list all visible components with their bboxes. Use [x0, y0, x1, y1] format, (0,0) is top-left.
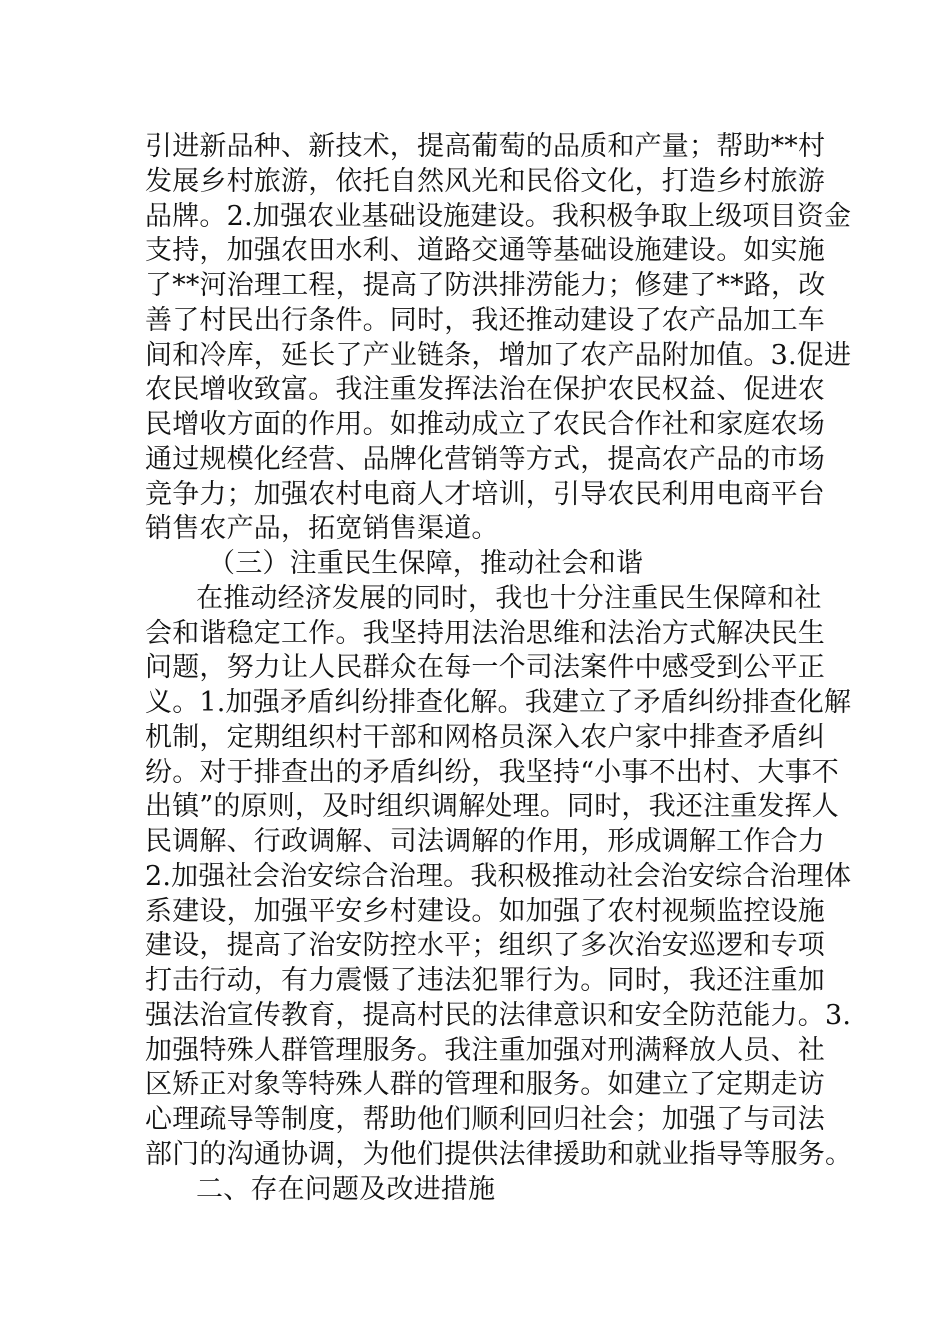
text-line: 加强特殊人群管理服务。我注重加强对刑满释放人员、社	[145, 1035, 825, 1066]
text-line: 引进新品种、新技术，提高葡萄的品质和产量；帮助**村	[145, 131, 826, 162]
text-line: 民调解、行政调解、司法调解的作用，形成调解工作合力	[145, 826, 825, 857]
text-line: 区矫正对象等特殊人群的管理和服务。如建立了定期走访	[145, 1069, 825, 1100]
text-line: 品牌。2.加强农业基础设施建设。我积极争取上级项目资金	[145, 201, 852, 232]
text-line: 纷。对于排查出的矛盾纠纷，我坚持“小事不出村、大事不	[145, 757, 840, 788]
text-line: 支持，加强农田水利、道路交通等基础设施建设。如实施	[145, 235, 825, 266]
text-line: 在推动经济发展的同时，我也十分注重民生保障和社	[196, 583, 822, 614]
text-line: 建设，提高了治安防控水平；组织了多次治安巡逻和专项	[145, 930, 825, 961]
section-heading: 二、存在问题及改进措施	[196, 1174, 496, 1205]
text-line: 民增收方面的作用。如推动成立了农民合作社和家庭农场	[145, 409, 825, 440]
text-line: 强法治宣传教育，提高村民的法律意识和安全防范能力。3.	[145, 1000, 852, 1031]
text-line: 了**河治理工程，提高了防洪排涝能力；修建了**路，改	[145, 270, 826, 301]
text-line: 销售农产品，拓宽销售渠道。	[145, 513, 499, 544]
text-line: 系建设，加强平安乡村建设。如加强了农村视频监控设施	[145, 896, 825, 927]
text-line: 机制，定期组织村干部和网格员深入农户家中排查矛盾纠	[145, 722, 825, 753]
text-line: 通过规模化经营、品牌化营销等方式，提高农产品的市场	[145, 444, 825, 475]
text-line: 问题，努力让人民群众在每一个司法案件中感受到公平正	[145, 652, 825, 683]
text-line: 发展乡村旅游，依托自然风光和民俗文化，打造乡村旅游	[145, 166, 825, 197]
text-line: 间和冷库，延长了产业链条，增加了农产品附加值。3.促进	[145, 340, 852, 371]
text-line: 心理疏导等制度，帮助他们顺利回归社会；加强了与司法	[145, 1104, 825, 1135]
text-line: 义。1.加强矛盾纠纷排查化解。我建立了矛盾纠纷排查化解	[145, 687, 852, 718]
section-heading: （三）注重民生保障，推动社会和谐	[208, 548, 644, 579]
text-line: 2.加强社会治安综合治理。我积极推动社会治安综合治理体	[145, 861, 852, 892]
text-line: 出镇”的原则，及时组织调解处理。同时，我还注重发挥人	[145, 791, 840, 822]
text-line: 打击行动，有力震慑了违法犯罪行为。同时，我还注重加	[145, 965, 825, 996]
text-line: 竞争力；加强农村电商人才培训，引导农民利用电商平台	[145, 479, 825, 510]
text-line: 农民增收致富。我注重发挥法治在保护农民权益、促进农	[145, 374, 825, 405]
text-line: 部门的沟通协调，为他们提供法律援助和就业指导等服务。	[145, 1139, 853, 1170]
text-line: 会和谐稳定工作。我坚持用法治思维和法治方式解决民生	[145, 618, 825, 649]
text-line: 善了村民出行条件。同时，我还推动建设了农产品加工车	[145, 305, 825, 336]
